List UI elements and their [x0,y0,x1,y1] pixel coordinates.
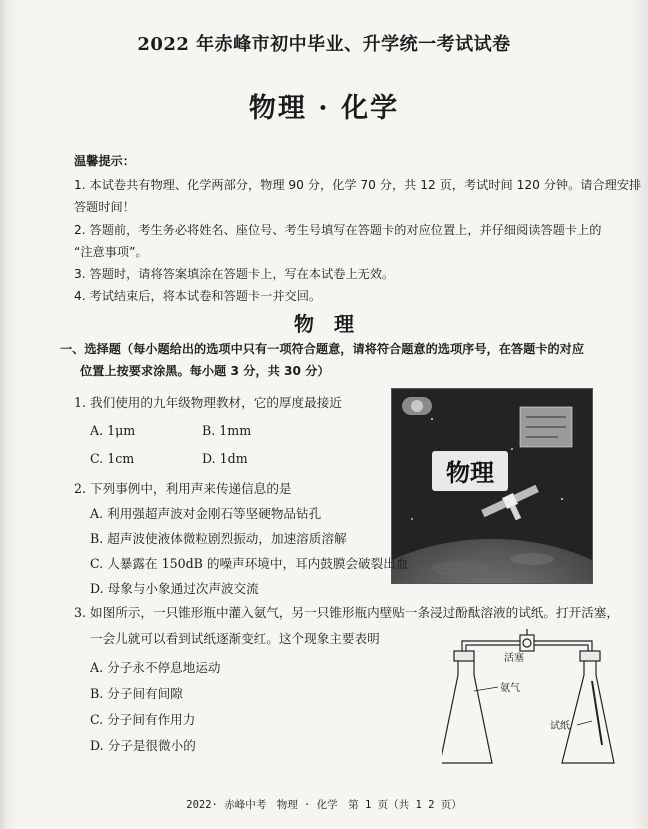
q3-option-a: A. 分子永不停息地运动 [90,660,221,675]
tip-line-3: 3. 答题时，请将答案填涂在答题卡上，写在本试卷上无效。 [74,267,395,281]
tip-line-1: 1. 本试卷共有物理、化学两部分，物理 90 分，化学 70 分，共 12 页，考试时间 120 分钟。请合理安排 [74,178,642,192]
label-test-paper: 试纸 [550,721,570,732]
tips-heading: 温馨提示： [74,154,135,168]
exam-title: 2022 年赤峰市初中毕业、升学统一考试试卷 [137,34,511,55]
q3-option-c: C. 分子间有作用力 [90,712,196,727]
textbook-cover-illustration [392,389,592,583]
tip-line-1-cont: 答题时间！ [74,200,135,214]
subject-title: 物理 · 化学 [248,93,400,124]
q1-option-a: A. 1μm [90,423,136,438]
q2-option-d: D. 母象与小象通过次声波交流 [90,581,259,596]
q3-stem-cont: 一会儿就可以看到试纸逐渐变红。这个现象主要表明 [90,631,380,646]
section-title: 物 理 [294,312,354,336]
tip-line-2-cont: “注意事项”。 [74,245,148,259]
q1-option-d: D. 1dm [202,451,248,466]
q1-option-b: B. 1mm [202,423,252,438]
q2-option-a: A. 利用强超声波对金刚石等坚硬物品钻孔 [90,506,322,521]
textbook-cover-figure [391,388,593,584]
q1-option-c: C. 1cm [90,451,135,466]
q2-option-c: C. 人暴露在 150dB 的噪声环境中，耳内鼓膜会破裂出血 [90,556,409,571]
textbook-cover-title: 物理 [446,458,494,487]
tip-line-4: 4. 考试结束后，将本试卷和答题卡一并交回。 [74,289,322,303]
tip-line-2: 2. 答题前，考生务必将姓名、座位号、考生号填写在答题卡的对应位置上，并仔细阅读答题卡上的 [74,223,602,237]
flask-experiment-figure [442,625,617,765]
q3-option-b: B. 分子间有间隙 [90,686,183,701]
q3-stem: 3. 如图所示，一只锥形瓶中灌入氨气，另一只锥形瓶内壁贴一条浸过酚酞溶液的试纸。打开活塞， [74,605,619,620]
q2-stem: 2. 下列事例中，利用声来传递信息的是 [74,481,292,496]
q1-stem: 1. 我们使用的九年级物理教材，它的厚度最接近 [74,395,342,410]
label-stopcock: 活塞 [504,653,524,664]
flask-diagram [442,625,617,765]
label-ammonia: 氨气 [500,683,520,694]
q2-option-b: B. 超声波使液体微粒剧烈振动，加速溶质溶解 [90,531,347,546]
q3-option-d: D. 分子是很微小的 [90,738,196,753]
page-footer: 2022· 赤峰中考 物理 · 化学 第 1 页（共 1 2 页） [186,799,462,811]
part1-instruction: 一、选择题（每小题给出的选项中只有一项符合题意，请将符合题意的选项序号，在答题卡的对应 [60,342,585,356]
part1-instruction-cont: 位置上按要求涂黑。每小题 3 分，共 30 分） [80,364,330,378]
